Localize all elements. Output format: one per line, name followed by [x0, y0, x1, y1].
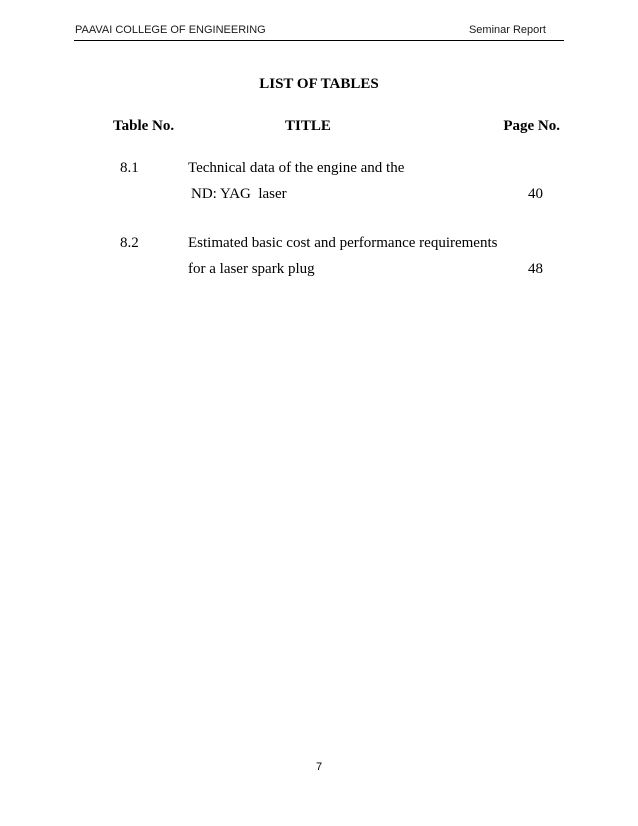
header-report-type: Seminar Report — [468, 24, 546, 36]
table-entry-number: 8.2 — [120, 235, 139, 251]
page-title: LIST OF TABLES — [259, 76, 379, 92]
table-entry-title-line1: Estimated basic cost and performance requirements — [188, 235, 498, 251]
table-entry-title-line2: for a laser spark plug — [188, 261, 315, 277]
page-number: 7 — [315, 761, 323, 773]
table-entry-title-line2: ND: YAG laser — [191, 186, 287, 202]
column-header-page-no: Page No. — [503, 118, 560, 134]
column-header-table-no: Table No. — [113, 118, 175, 134]
header-divider — [74, 40, 564, 41]
header-college-name: PAAVAI COLLEGE OF ENGINEERING — [75, 24, 266, 36]
table-entry-page: 40 — [528, 186, 543, 202]
column-header-title: TITLE — [285, 118, 331, 134]
table-entry-title-line1: Technical data of the engine and the — [188, 160, 405, 176]
table-entry-number: 8.1 — [120, 160, 139, 176]
table-entry-page: 48 — [528, 261, 543, 277]
